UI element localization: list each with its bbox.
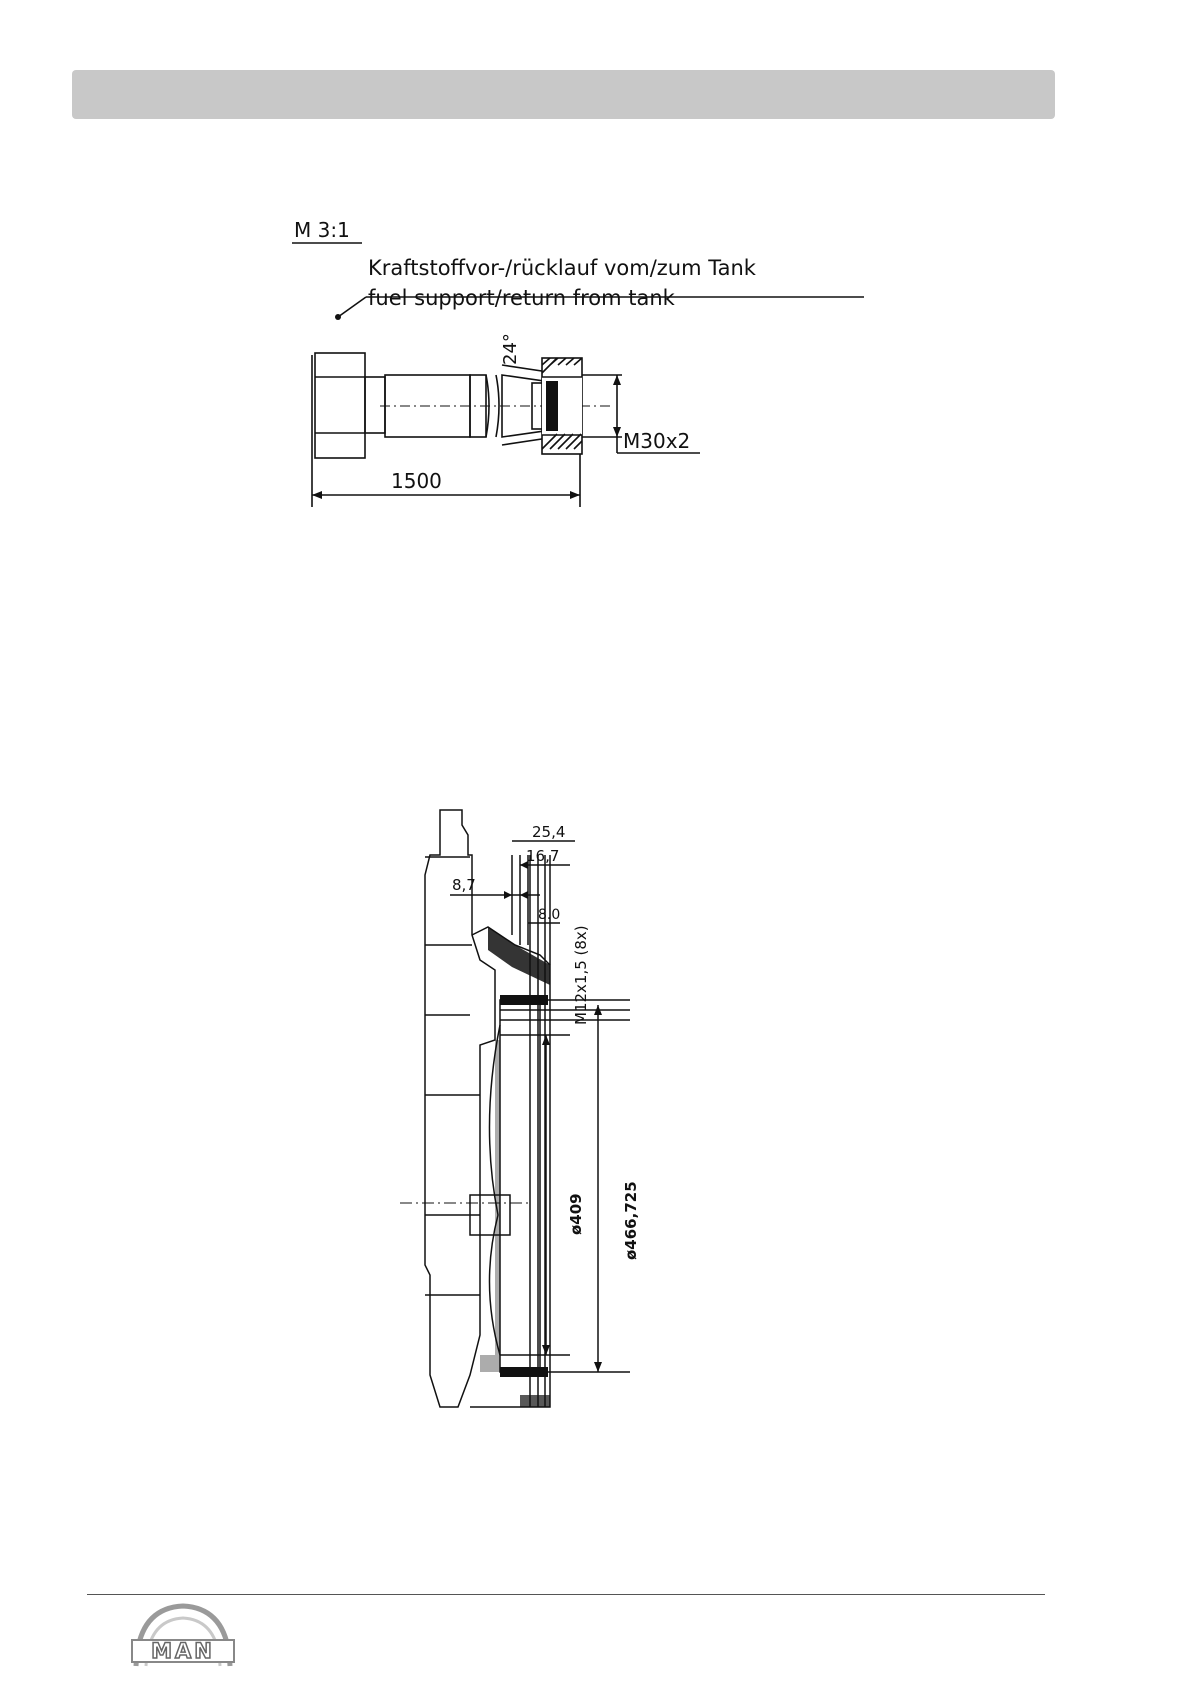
thread-label: M30x2	[623, 429, 691, 453]
flywheel-drawing	[400, 795, 720, 1425]
dim-8-0: 8.0	[538, 907, 561, 923]
angle-label: 24°	[500, 333, 521, 365]
length-label: 1500	[391, 469, 442, 493]
header-bar	[72, 70, 1055, 119]
fuel-label-en: fuel support/return from tank	[368, 286, 675, 310]
fuel-label-de: Kraftstoffvor-/rücklauf vom/zum Tank	[368, 256, 756, 280]
scale-label: M 3:1	[294, 218, 350, 242]
footer-rule	[87, 1594, 1045, 1595]
man-logo	[128, 1600, 238, 1670]
logo-text: MAN	[151, 1639, 215, 1663]
dim-25-4: 25,4	[532, 823, 566, 841]
dim-16-7: 16,7	[526, 847, 560, 865]
fuel-line-drawing	[280, 205, 880, 525]
dia-inner: ø409	[567, 1193, 585, 1235]
dim-8-7: 8,7	[452, 876, 476, 894]
thread-note: M12x1,5 (8x)	[572, 925, 590, 1025]
dia-outer: ø466,725	[622, 1181, 640, 1260]
